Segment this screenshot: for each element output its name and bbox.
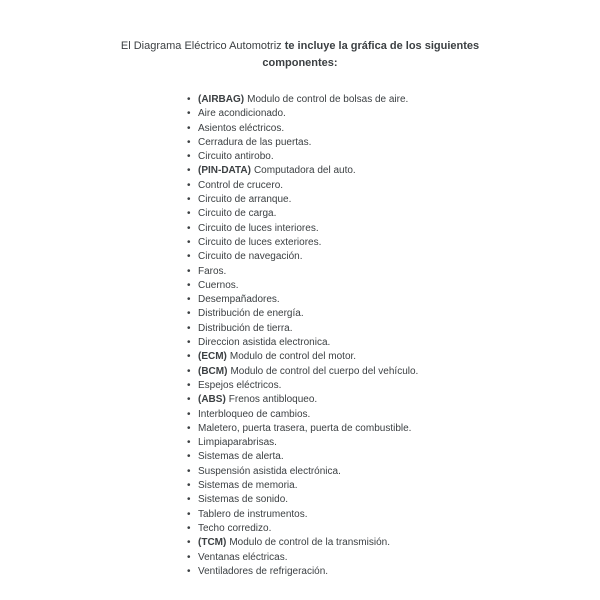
list-item xyxy=(198,107,600,121)
item-text: Control de crucero. xyxy=(198,179,284,191)
item-text: Techo corredizo. xyxy=(198,522,272,534)
item-text: Sistemas de memoria. xyxy=(198,480,298,492)
list-item xyxy=(198,265,600,279)
item-text: Maletero, puerta trasera, puerta de combustible. xyxy=(198,422,412,434)
item-text: Suspensión asistida electrónica. xyxy=(198,465,341,477)
item-text: Circuito de luces exteriores. xyxy=(198,236,322,248)
page-title xyxy=(90,38,510,72)
list-item xyxy=(198,350,600,364)
list-item xyxy=(198,565,600,579)
item-bold-prefix: (ECM) xyxy=(198,351,227,363)
item-bold-prefix: (ABS) xyxy=(198,394,226,406)
page-title-bold: te incluye la gráfica de los siguientes componentes: xyxy=(262,40,480,69)
list-item xyxy=(198,422,600,436)
item-text: Circuito de carga. xyxy=(198,208,277,220)
page-title-regular: El Diagrama Eléctrico Automotriz xyxy=(120,40,282,52)
list-item xyxy=(198,136,600,150)
item-text: Sistemas de sonido. xyxy=(198,494,289,506)
item-text: Circuito de arranque. xyxy=(198,194,292,206)
item-bold-prefix: (AIRBAG) xyxy=(198,94,245,105)
item-text: Modulo de control de bolsas de aire. xyxy=(247,94,409,105)
list-item xyxy=(198,236,600,250)
list-item xyxy=(198,522,600,536)
item-text: Circuito de luces interiores. xyxy=(198,222,319,234)
item-text: Cerradura de las puertas. xyxy=(198,136,312,148)
list-item xyxy=(198,207,600,221)
item-text: Desempañadores. xyxy=(198,294,280,306)
list-item xyxy=(198,93,600,107)
item-bold-prefix: (BCM) xyxy=(198,365,228,377)
list-item xyxy=(198,479,600,493)
item-text: Computadora del auto. xyxy=(253,165,356,177)
item-text: Direccion asistida electronica. xyxy=(198,337,331,349)
item-text: Ventiladores de refrigeración. xyxy=(198,565,329,577)
item-text: Interbloqueo de cambios. xyxy=(198,408,311,420)
component-list xyxy=(198,93,600,579)
item-text: Distribución de energía. xyxy=(198,308,304,320)
item-text: Aire acondicionado. xyxy=(198,108,286,120)
item-bold-prefix: (TCM) xyxy=(198,537,227,549)
list-item xyxy=(198,307,600,321)
item-text: Frenos antibloqueo. xyxy=(228,394,318,406)
item-text: Circuito antirobo. xyxy=(198,151,274,163)
item-text: Modulo de control del cuerpo del vehículo. xyxy=(230,365,419,377)
list-item xyxy=(198,465,600,479)
item-text: Ventanas eléctricas. xyxy=(198,551,288,563)
item-text: Distribución de tierra. xyxy=(198,322,293,334)
list-item xyxy=(198,179,600,193)
item-text: Circuito de navegación. xyxy=(198,251,303,263)
item-text: Modulo de control del motor. xyxy=(229,351,357,363)
list-item xyxy=(198,393,600,407)
list-item xyxy=(198,551,600,565)
list-item xyxy=(198,193,600,207)
item-text: Tablero de instrumentos. xyxy=(198,508,308,520)
list-item xyxy=(198,336,600,350)
list-item xyxy=(198,279,600,293)
item-text: Modulo de control de la transmisión. xyxy=(229,537,390,549)
list-item xyxy=(198,122,600,136)
list-item xyxy=(198,164,600,178)
item-text: Limpiaparabrisas. xyxy=(198,437,277,449)
list-item xyxy=(198,493,600,507)
list-item xyxy=(198,536,600,550)
item-text: Espejos eléctricos. xyxy=(198,379,282,391)
list-item xyxy=(198,322,600,336)
list-item xyxy=(198,222,600,236)
list-item xyxy=(198,365,600,379)
item-bold-prefix: (PIN-DATA) xyxy=(198,165,251,177)
list-item xyxy=(198,293,600,307)
item-text: Faros. xyxy=(198,265,227,277)
item-text: Asientos eléctricos. xyxy=(198,122,285,134)
list-item xyxy=(198,150,600,164)
list-item xyxy=(198,508,600,522)
list-item xyxy=(198,379,600,393)
list-item xyxy=(198,450,600,464)
list-item xyxy=(198,436,600,450)
list-item xyxy=(198,408,600,422)
list-item xyxy=(198,250,600,264)
item-text: Cuernos. xyxy=(198,279,239,291)
item-text: Sistemas de alerta. xyxy=(198,451,284,463)
